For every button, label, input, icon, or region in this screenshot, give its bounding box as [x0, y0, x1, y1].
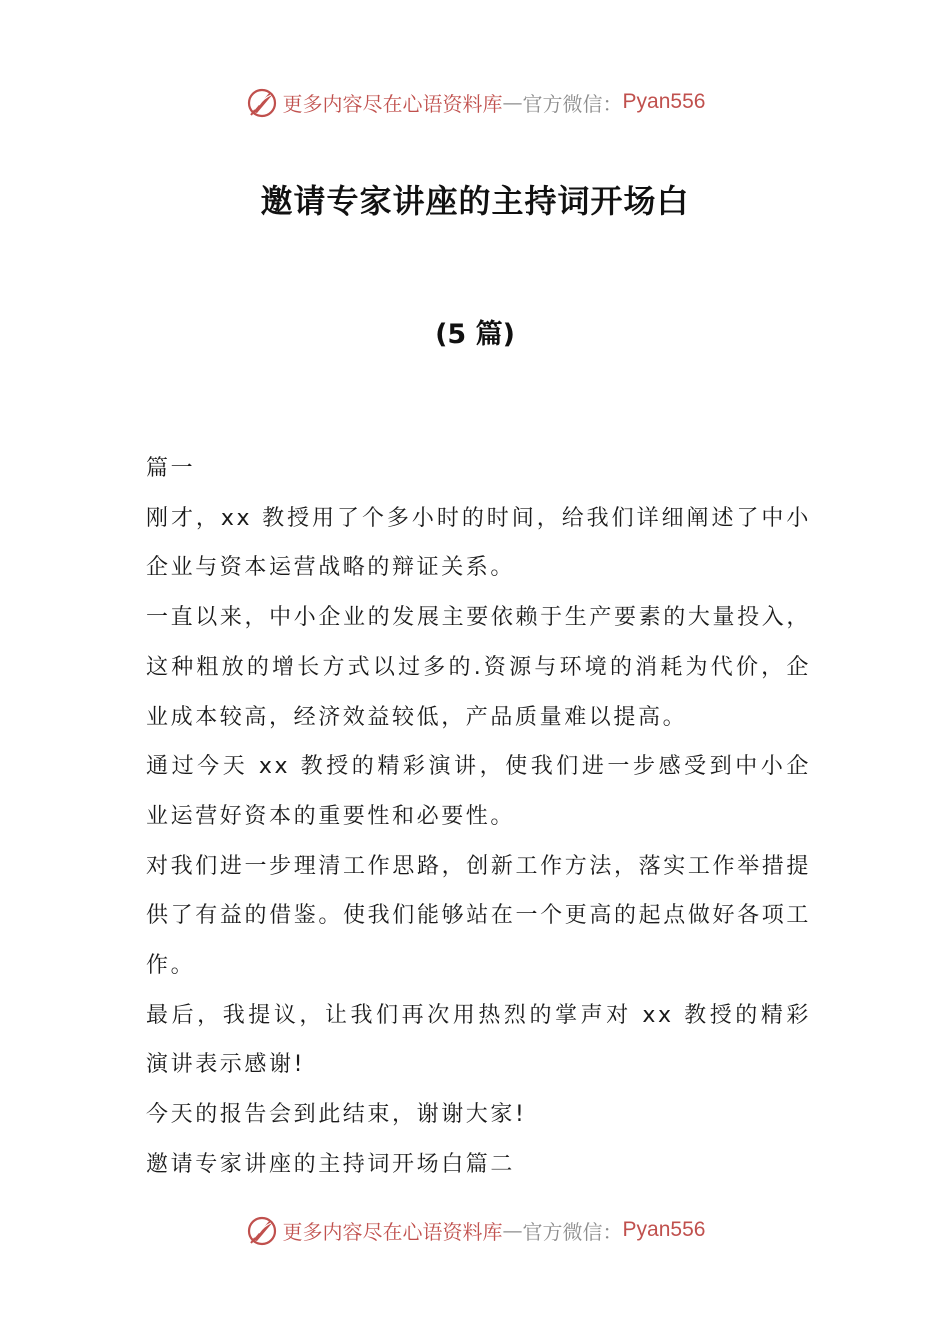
- header-banner: [0, 82, 950, 122]
- paragraph: 今天的报告会到此结束，谢谢大家!: [146, 1102, 527, 1128]
- banner-slogan: 更多内容尽在心语资料库: [282, 91, 503, 116]
- paragraph: 篇一: [146, 456, 196, 481]
- quill-pen-circle-icon: [245, 85, 279, 119]
- banner-wechat-label: 官方微信：: [522, 1219, 623, 1244]
- paragraph: 一直以来，中小企业的发展主要依赖于生产要素的大量投入，这种粗放的增长方式以过多的.资源与环境的消耗为代价，企业成本较高，经济效益较低，产品质量难以提高。: [146, 605, 811, 730]
- quill-pen-circle-icon: [245, 1213, 279, 1247]
- banner-wechat-id: Pyan556: [622, 90, 706, 113]
- banner-slogan: 更多内容尽在心语资料库: [282, 1219, 503, 1244]
- document-title: 邀请专家讲座的主持词开场白: [260, 182, 690, 220]
- footer-banner: [0, 1210, 950, 1250]
- banner-dash: —: [502, 90, 523, 114]
- paragraph: 通过今天 xx 教授的精彩演讲，使我们进一步感受到中小企业运营好资本的重要性和必要性。: [146, 754, 811, 829]
- paragraph: 最后，我提议，让我们再次用热烈的掌声对 xx 教授的精彩演讲表示感谢!: [146, 1002, 811, 1078]
- paragraph: 邀请专家讲座的主持词开场白篇二: [146, 1151, 516, 1177]
- banner-wechat-label: 官方微信：: [522, 91, 623, 116]
- document-subtitle: (5 篇): [435, 319, 515, 350]
- banner-dash: —: [502, 1218, 523, 1242]
- paragraph: 对我们进一步理清工作思路，创新工作方法，落实工作举措提供了有益的借鉴。使我们能够站在一个更高的起点做好各项工作。: [146, 853, 811, 979]
- paragraph: 刚才，xx 教授用了个多小时的时间，给我们详细阐述了中小企业与资本运营战略的辩证关系。: [146, 505, 811, 581]
- banner-wechat-id: Pyan556: [622, 1218, 706, 1241]
- document-body: [146, 444, 811, 1190]
